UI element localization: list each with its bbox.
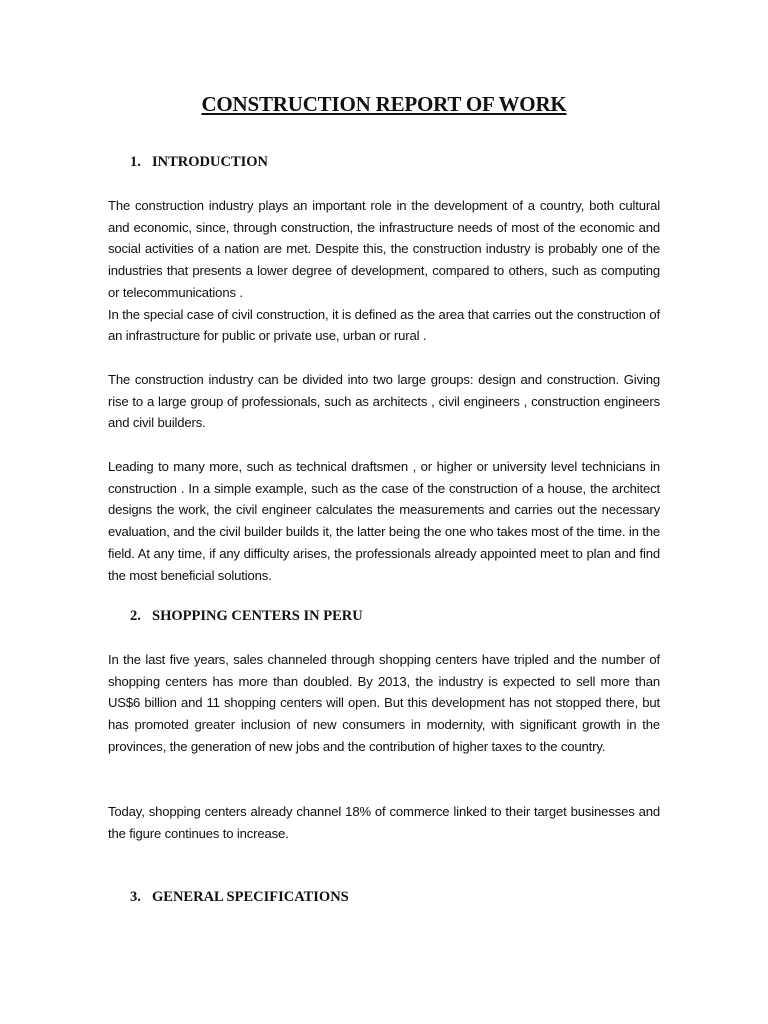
section-1-paragraph-3: Leading to many more, such as technical draftsmen , or higher or university level technicians in construction . In a simple example, such as the case of the construction of a house, the architect designs the work, the civil engineer calculates the measurements and carries out the necessary evaluation, and the civil builder builds it, the latter being the one who takes most of the time. in the field. At any time, if any difficulty arises, the professionals already appointed meet to plan and find the most beneficial solutions. xyxy=(108,459,660,583)
section-3-heading xyxy=(130,889,349,906)
section-2-paragraph-1: In the last five years, sales channeled through shopping centers have tripled and the number of shopping centers has more than doubled. By 2013, the industry is expected to sell more than US$6 billion and 11 shopping centers will open. But this development has not stopped there, but has promoted greater inclusion of new consumers in modernity, with significant growth in the provinces, the generation of new jobs and the contribution of higher taxes to the country. xyxy=(108,652,660,754)
section-1-paragraph-1 xyxy=(108,195,660,347)
section-2-paragraph-2: Today, shopping centers already channel 18% of commerce linked to their target businesses and the figure continues to increase. xyxy=(108,804,660,841)
section-1-number: 1. xyxy=(130,154,141,170)
document-title: CONSTRUCTION REPORT OF WORK xyxy=(201,92,567,116)
paragraph-text: The construction industry plays an important role in the development of a country, both cultural and economic, since, through construction, the infrastructure needs of most of the economic and social activities of a nation are met. Despite this, the construction industry is probably one of the industries that presents a lower degree of development, compared to others, such as computing or telecommunications . xyxy=(108,198,660,300)
section-2-title: SHOPPING CENTERS IN PERU xyxy=(152,608,363,624)
section-2-number: 2. xyxy=(130,608,141,624)
section-3-number: 3. xyxy=(130,889,141,905)
section-1-title: INTRODUCTION xyxy=(152,154,269,170)
section-1-heading xyxy=(130,154,268,171)
section-3-title: GENERAL SPECIFICATIONS xyxy=(152,889,349,905)
section-2-heading xyxy=(130,608,363,625)
paragraph-text: In the special case of civil construction, it is defined as the area that carries out the construction of an infrastructure for public or private use, urban or rural . xyxy=(108,306,660,344)
section-1-paragraph-2: The construction industry can be divided into two large groups: design and construction. Giving rise to a large group of professionals, such as architects , civil engineers , construction engineers and civil builders. xyxy=(108,372,660,431)
